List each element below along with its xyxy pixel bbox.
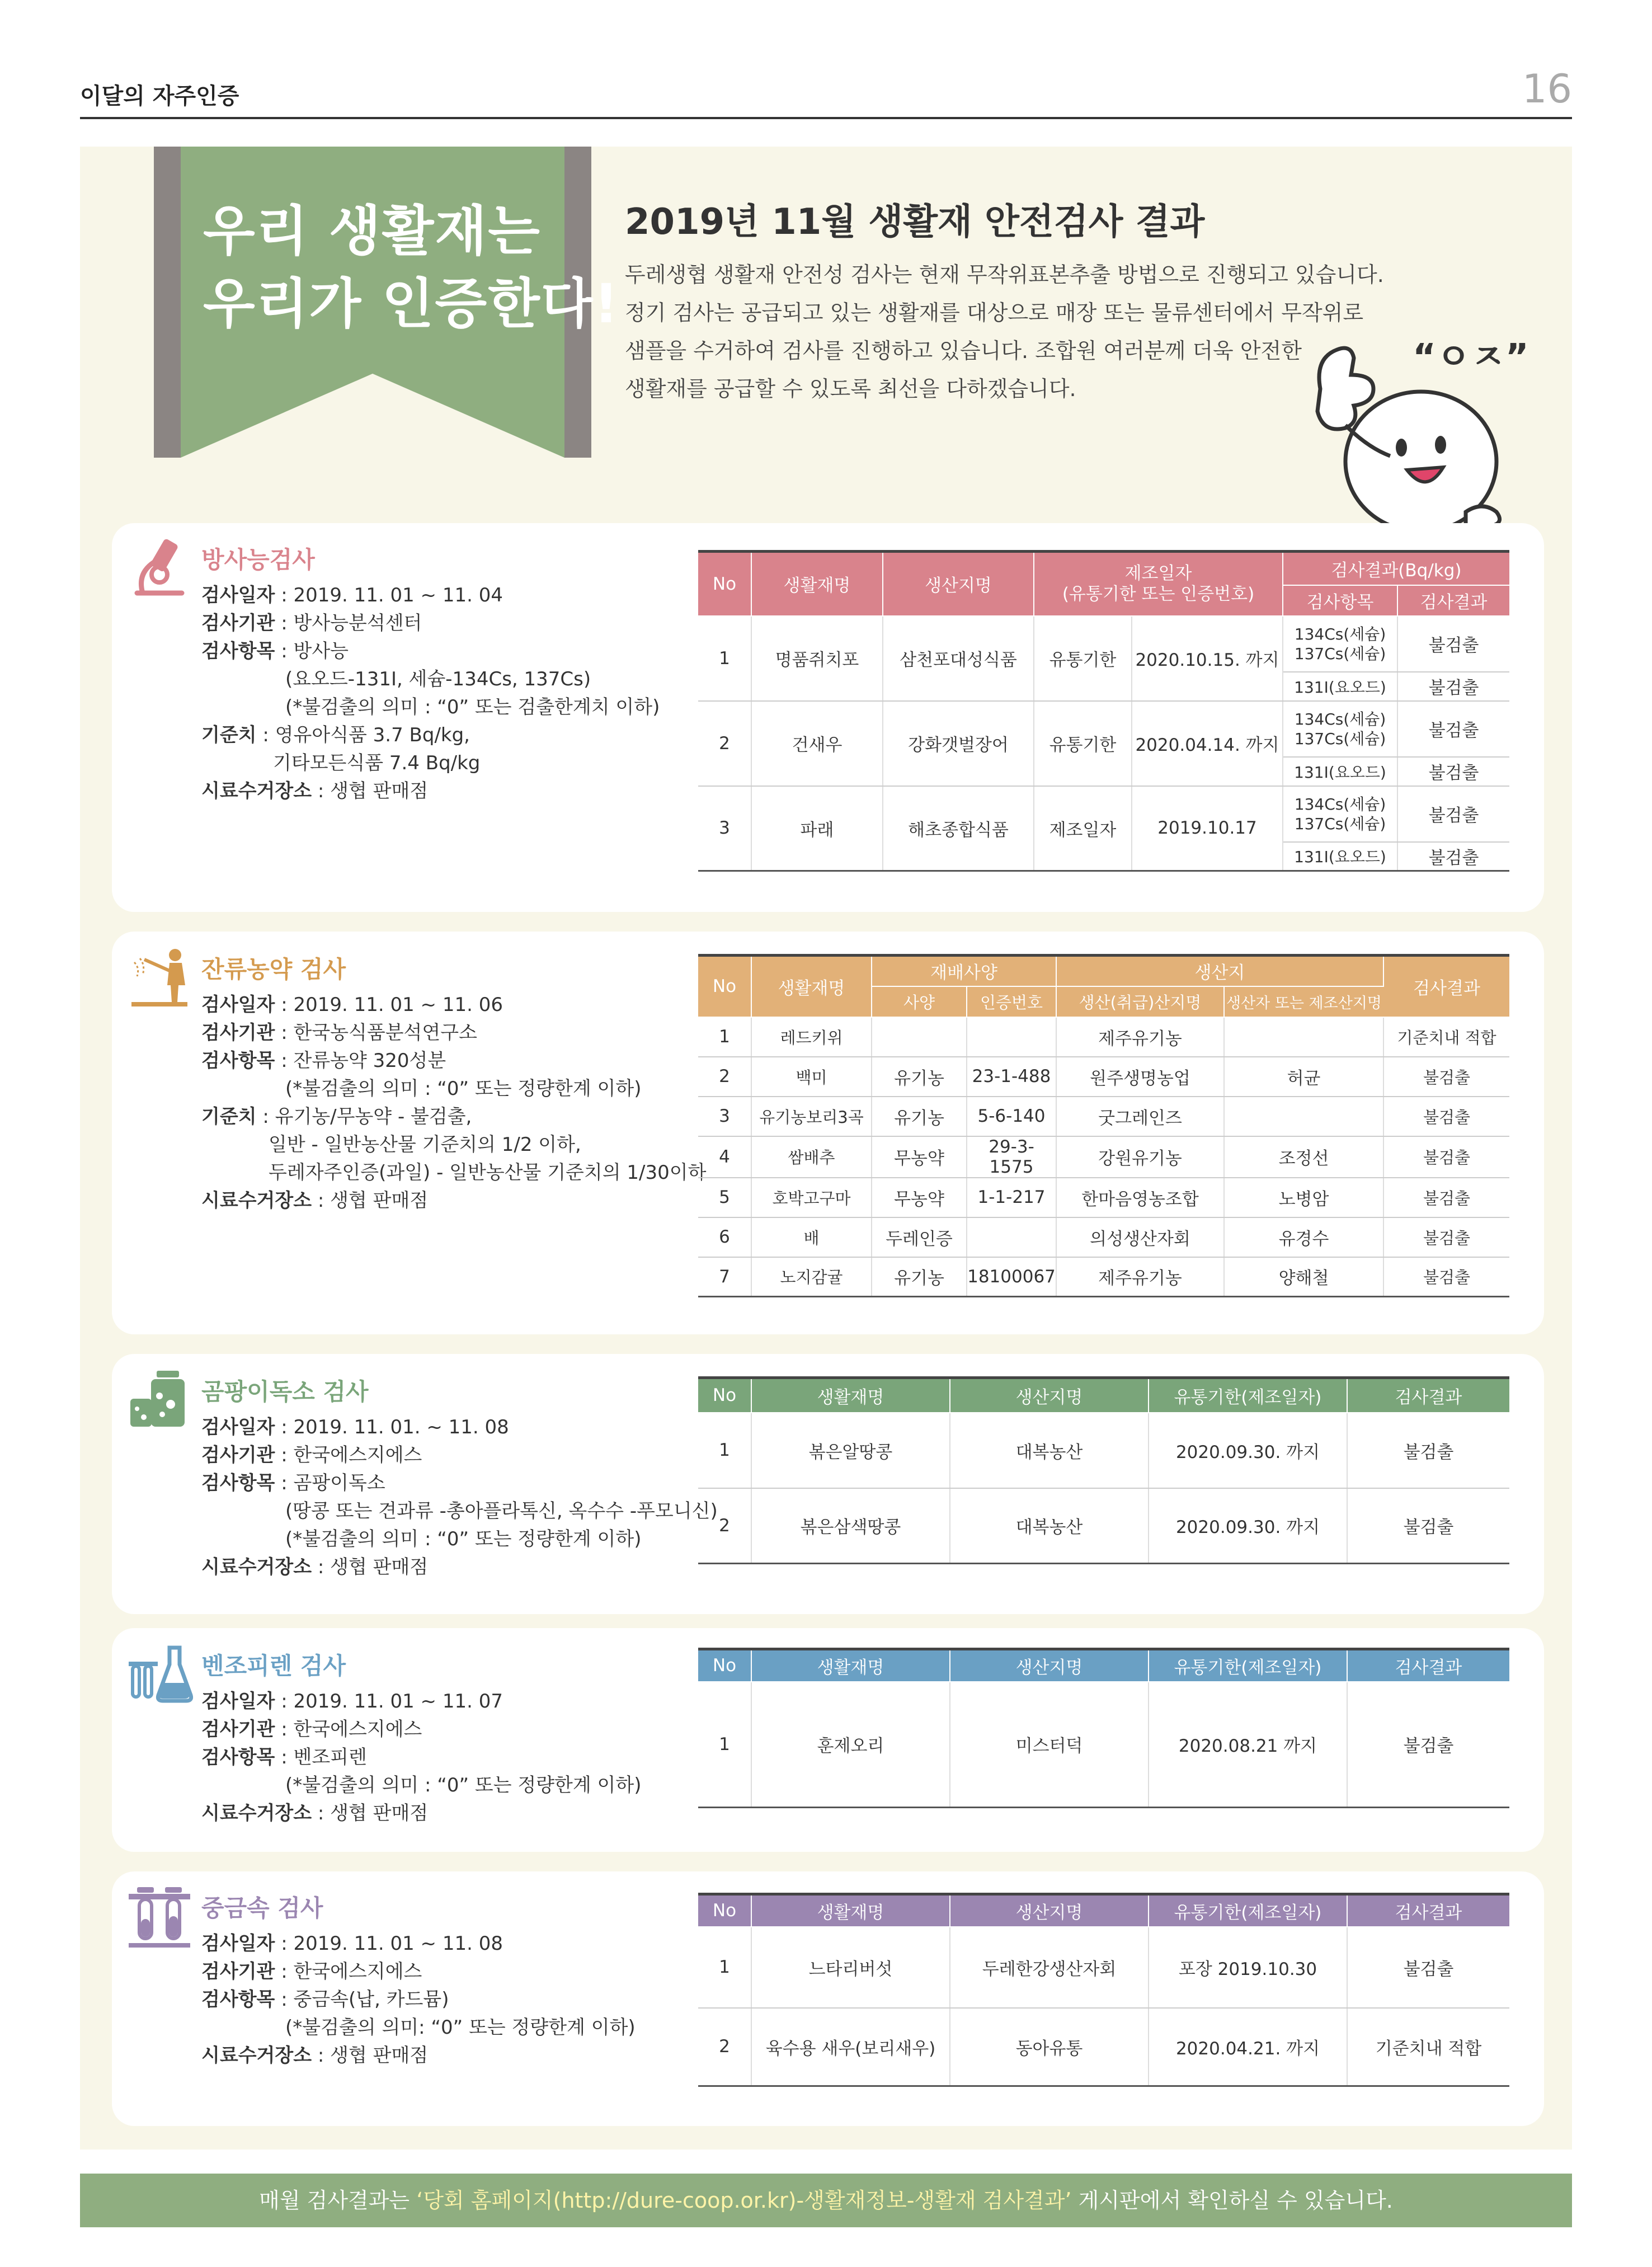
th-item: 검사항목 — [1283, 585, 1397, 616]
mold-item-sub2: (*불검출의 의미 : “0” 또는 정량한계 이하) — [285, 1528, 642, 1550]
pesticide-item: 잔류농약 320성분 — [293, 1050, 446, 1072]
cell-origin: 제주유기농 — [1056, 1017, 1224, 1057]
radiation-table: No 생활재명 생산지명 제조일자 (유통기한 또는 인증번호) 검사결과(Bq/kg) 검사항목 검사결과 1 명품쥐치포 삼천포대성식품 유통기한 2020.10.15. 까지 134Cs(세슘) 137Cs(세슘) 불검출 131I(요오드) 불검출 2 건새우 강화갯벌장어 유통기한 2020.04.14. 까지 134Cs(세슘) 137Cs(세슘) 불검출 131I(요오드) 불검출 3 파래 해초종합식품 제조일자 2019.10.17 134Cs(세슘) 137Cs(세슘) 불검출 131I(요오드) 불검출 — [698, 550, 1509, 872]
footer-link-text[interactable]: ‘당회 홈페이지(http://dure-coop.or.kr)-생활재정보-생활재 검사결과’ — [416, 2188, 1072, 2213]
cell-result: 불검출 — [1383, 1057, 1509, 1097]
th-name: 생활재명 — [751, 1378, 950, 1413]
cell-spec: 유기농 — [872, 1057, 967, 1097]
lab-flask-icon — [126, 1639, 193, 1706]
mold-item-sub1: (땅콩 또는 견과류 -총아플라톡신, 옥수수 -푸모니신) — [285, 1500, 718, 1522]
th-no: No — [698, 1649, 751, 1682]
benzopyrene-date: 2019. 11. 01 ~ 11. 07 — [293, 1690, 503, 1713]
heavymetal-date-label: 검사일자 — [201, 1932, 275, 1955]
sprayer-icon — [126, 943, 193, 1010]
th-result: 검사결과 — [1347, 1894, 1509, 1927]
intro-title: 2019년 11월 생활재 안전검사 결과 — [625, 201, 1205, 243]
heavymetal-org-label: 검사기관 — [201, 1960, 275, 1983]
cell-result: 불검출 — [1383, 1178, 1509, 1217]
cell-cert: 1-1-217 — [967, 1178, 1056, 1217]
benzopyrene-item: 벤조피렌 — [293, 1746, 367, 1769]
benzopyrene-org-label: 검사기관 — [201, 1718, 275, 1741]
cell-spec: 무농약 — [872, 1178, 967, 1217]
cell-producer: 노병암 — [1224, 1178, 1383, 1217]
table-row: 2 육수용 새우(보리새우) 동아유통 2020.04.21. 까지 기준치내 적합 — [698, 2008, 1509, 2086]
th-name: 생활재명 — [751, 552, 883, 616]
benzopyrene-title: 벤조피렌 검사 — [201, 1652, 346, 1680]
th-date: 제조일자 (유통기한 또는 인증번호) — [1034, 552, 1283, 616]
cell-origin: 제주유기농 — [1056, 1257, 1224, 1297]
th-name: 생활재명 — [751, 956, 872, 1017]
header-rule — [80, 117, 1572, 119]
cell-cert — [967, 1217, 1056, 1257]
radiation-date-label: 검사일자 — [201, 584, 275, 606]
header-title: 이달의 자주인증 — [80, 83, 239, 109]
benzopyrene-org: 한국에스지에스 — [293, 1718, 422, 1741]
th-name: 생활재명 — [751, 1649, 950, 1682]
mold-jar-icon — [126, 1365, 193, 1432]
th-origin-group: 생산지 — [1056, 956, 1383, 986]
cell-producer: 유경수 — [1224, 1217, 1383, 1257]
benzopyrene-place: 생협 판매점 — [330, 1802, 429, 1824]
footer-suffix: 게시판에서 확인하실 수 있습니다. — [1071, 2188, 1393, 2213]
mold-item: 곰팡이독소 — [293, 1472, 385, 1494]
th-cert: 인증번호 — [967, 986, 1056, 1017]
th-result-group: 검사결과(Bq/kg) — [1283, 552, 1509, 585]
cell-name: 레드키위 — [751, 1017, 872, 1057]
benzopyrene-date-label: 검사일자 — [201, 1690, 275, 1713]
cell-name: 백미 — [751, 1057, 872, 1097]
benzopyrene-item-sub1: (*불검출의 의미 : “0” 또는 정량한계 이하) — [285, 1774, 642, 1796]
cell-no: 3 — [698, 1097, 751, 1136]
th-spec: 사양 — [872, 986, 967, 1017]
cell-origin: 의성생산자회 — [1056, 1217, 1224, 1257]
pesticide-std-label: 기준치 — [201, 1106, 257, 1128]
intro-line-4: 생활재를 공급할 수 있도록 최선을 다하겠습니다. — [625, 377, 1076, 401]
benzopyrene-place-label: 시료수거장소 — [201, 1802, 312, 1824]
th-producer: 생산자 또는 제조산지명 — [1224, 986, 1383, 1017]
th-result: 검사결과 — [1347, 1649, 1509, 1682]
mold-title: 곰팡이독소 검사 — [201, 1378, 369, 1405]
radiation-place: 생협 판매점 — [330, 780, 429, 802]
table-row: 1 볶은알땅콩 대복농산 2020.09.30. 까지 불검출 — [698, 1413, 1509, 1488]
pesticide-date-label: 검사일자 — [201, 994, 275, 1016]
pesticide-item-sub1: (*불검출의 의미 : “0” 또는 정량한계 이하) — [285, 1078, 642, 1100]
heavymetal-table — [698, 1893, 1509, 2087]
cell-name: 쌈배추 — [751, 1136, 872, 1178]
th-no: No — [698, 956, 751, 1017]
heavymetal-place-label: 시료수거장소 — [201, 2044, 312, 2067]
th-result: 검사결과 — [1397, 585, 1509, 616]
cell-cert: 5-6-140 — [967, 1097, 1056, 1136]
pesticide-date: 2019. 11. 01 ~ 11. 06 — [293, 994, 503, 1016]
mold-org: 한국에스지에스 — [293, 1444, 422, 1466]
cell-name: 배 — [751, 1217, 872, 1257]
intro-line-2: 정기 검사는 공급되고 있는 생활재를 대상으로 매장 또는 물류센터에서 무작위로 — [625, 300, 1364, 325]
th-maker: 생산지명 — [950, 1649, 1149, 1682]
mold-org-label: 검사기관 — [201, 1444, 275, 1466]
th-maker: 생산지명 — [883, 552, 1034, 616]
cell-spec: 무농약 — [872, 1136, 967, 1178]
cell-producer: 양해철 — [1224, 1257, 1383, 1297]
pesticide-std1: 유기농/무농약 - 불검출, — [275, 1106, 472, 1128]
th-result: 검사결과 — [1383, 956, 1509, 1017]
banner-left-strip — [154, 147, 181, 458]
mold-date: 2019. 11. 01. ~ 11. 08 — [293, 1416, 509, 1438]
th-cultivation: 재배사양 — [872, 956, 1056, 986]
cell-cert: 29-3-1575 — [967, 1136, 1056, 1178]
intro-line-3: 샘플을 수거하여 검사를 진행하고 있습니다. 조합원 여러분께 더욱 안전한 — [625, 338, 1302, 363]
radiation-date: 2019. 11. 01 ~ 11. 04 — [293, 584, 503, 606]
cell-producer: 허균 — [1224, 1057, 1383, 1097]
cell-result: 불검출 — [1383, 1097, 1509, 1136]
cell-producer — [1224, 1097, 1383, 1136]
heavymetal-title: 중금속 검사 — [201, 1894, 323, 1922]
mold-item-label: 검사항목 — [201, 1472, 275, 1494]
radiation-title: 방사능검사 — [201, 546, 315, 573]
cell-result: 불검출 — [1383, 1136, 1509, 1178]
mold-place: 생협 판매점 — [330, 1556, 429, 1578]
radiation-std-label: 기준치 — [201, 724, 257, 746]
th-no: No — [698, 1894, 751, 1927]
footer-prefix: 매월 검사결과는 — [259, 2188, 417, 2213]
radiation-org-label: 검사기관 — [201, 612, 275, 634]
radiation-item-label: 검사항목 — [201, 640, 275, 662]
cell-spec: 두레인증 — [872, 1217, 967, 1257]
intro-line-1: 두레생협 생활재 안전성 검사는 현재 무작위표본추출 방법으로 진행되고 있습니다. — [625, 262, 1384, 287]
cell-spec — [872, 1017, 967, 1057]
cell-producer — [1224, 1017, 1383, 1057]
benzopyrene-item-label: 검사항목 — [201, 1746, 275, 1769]
radiation-std2: 기타모든식품 7.4 Bq/kg — [273, 752, 481, 774]
th-maker: 생산지명 — [950, 1378, 1149, 1413]
table-row: 1 훈제오리 미스터덕 2020.08.21 까지 불검출 — [698, 1682, 1509, 1808]
heavymetal-item: 중금속(납, 카드뮴) — [293, 1988, 449, 2011]
mascot-text: “ㅇㅈ” — [1413, 337, 1529, 378]
table-row — [698, 1136, 1509, 1178]
cell-no: 7 — [698, 1257, 751, 1297]
cell-no: 6 — [698, 1217, 751, 1257]
banner — [154, 147, 620, 458]
table-row: 2 볶은삼색땅콩 대복농산 2020.09.30. 까지 불검출 — [698, 1488, 1509, 1564]
cell-name: 유기농보리3곡 — [751, 1097, 872, 1136]
banner-line-2: 우리가 인증한다! — [203, 272, 620, 335]
banner-line-1: 우리 생활재는 — [203, 200, 541, 262]
cell-cert: 23-1-488 — [967, 1057, 1056, 1097]
cell-origin: 굿그레인즈 — [1056, 1097, 1224, 1136]
mold-date-label: 검사일자 — [201, 1416, 275, 1438]
cell-cert — [967, 1017, 1056, 1057]
cell-cert: 18100067 — [967, 1257, 1056, 1297]
table-row — [698, 1217, 1509, 1257]
cell-name: 노지감귤 — [751, 1257, 872, 1297]
pesticide-place-label: 시료수거장소 — [201, 1189, 312, 1212]
footer-notice — [80, 2174, 1572, 2227]
th-date: 유통기한(제조일자) — [1149, 1894, 1347, 1927]
cell-result: 기준치내 적합 — [1383, 1017, 1509, 1057]
cell-origin: 한마음영농조합 — [1056, 1178, 1224, 1217]
th-no: No — [698, 552, 751, 616]
cell-producer: 조정선 — [1224, 1136, 1383, 1178]
radiation-std1: 영유아식품 3.7 Bq/kg, — [275, 724, 470, 746]
th-name: 생활재명 — [751, 1894, 950, 1927]
cell-spec: 유기농 — [872, 1257, 967, 1297]
pesticide-org-label: 검사기관 — [201, 1022, 275, 1044]
microscope-icon — [126, 534, 193, 601]
pesticide-org: 한국농식품분석연구소 — [293, 1022, 477, 1044]
heavymetal-item-label: 검사항목 — [201, 1988, 275, 2011]
pesticide-item-label: 검사항목 — [201, 1050, 275, 1072]
table-row: 1 느타리버섯 두레한강생산자회 포장 2019.10.30 불검출 — [698, 1927, 1509, 2008]
cell-name: 호박고구마 — [751, 1178, 872, 1217]
cell-no: 2 — [698, 1057, 751, 1097]
heavymetal-place: 생협 판매점 — [330, 2044, 429, 2067]
heavymetal-org: 한국에스지에스 — [293, 1960, 422, 1983]
pesticide-table — [698, 954, 1509, 1297]
pesticide-title: 잔류농약 검사 — [201, 956, 346, 983]
mascot-illustration — [1298, 311, 1529, 534]
heavymetal-date: 2019. 11. 01 ~ 11. 08 — [293, 1932, 503, 1955]
radiation-item-sub1: (요오드-131I, 세슘-134Cs, 137Cs) — [285, 668, 591, 690]
th-result: 검사결과 — [1347, 1378, 1509, 1413]
table-row — [698, 1257, 1509, 1297]
cell-origin: 원주생명농업 — [1056, 1057, 1224, 1097]
table-row — [698, 1097, 1509, 1136]
mold-table — [698, 1376, 1509, 1564]
table-row — [698, 1017, 1509, 1057]
th-no: No — [698, 1378, 751, 1413]
cell-spec: 유기농 — [872, 1097, 967, 1136]
cell-result: 불검출 — [1383, 1217, 1509, 1257]
cell-origin: 강원유기농 — [1056, 1136, 1224, 1178]
test-tubes-icon — [126, 1883, 193, 1950]
radiation-org: 방사능분석센터 — [293, 612, 422, 634]
cell-result: 불검출 — [1383, 1257, 1509, 1297]
cell-no: 5 — [698, 1178, 751, 1217]
page-number: 16 — [1522, 66, 1572, 112]
radiation-item: 방사능 — [293, 640, 349, 662]
th-date: 유통기한(제조일자) — [1149, 1649, 1347, 1682]
pesticide-std2: 일반 - 일반농산물 기준치의 1/2 이하, — [269, 1134, 581, 1156]
table-row — [698, 1178, 1509, 1217]
th-date: 유통기한(제조일자) — [1149, 1378, 1347, 1413]
benzopyrene-table — [698, 1648, 1509, 1808]
cell-no: 4 — [698, 1136, 751, 1178]
mold-place-label: 시료수거장소 — [201, 1556, 312, 1578]
pesticide-place: 생협 판매점 — [330, 1189, 429, 1212]
pesticide-std3: 두레자주인증(과일) - 일반농산물 기준치의 1/30이하 — [269, 1161, 707, 1184]
radiation-item-sub2: (*불검출의 의미 : “0” 또는 검출한계치 이하) — [285, 696, 660, 718]
heavymetal-item-sub1: (*불검출의 의미: “0” 또는 정량한계 이하) — [285, 2016, 636, 2039]
th-origin: 생산(취급)산지명 — [1056, 986, 1224, 1017]
th-maker: 생산지명 — [950, 1894, 1149, 1927]
table-row — [698, 1057, 1509, 1097]
cell-no: 1 — [698, 1017, 751, 1057]
radiation-place-label: 시료수거장소 — [201, 780, 312, 802]
